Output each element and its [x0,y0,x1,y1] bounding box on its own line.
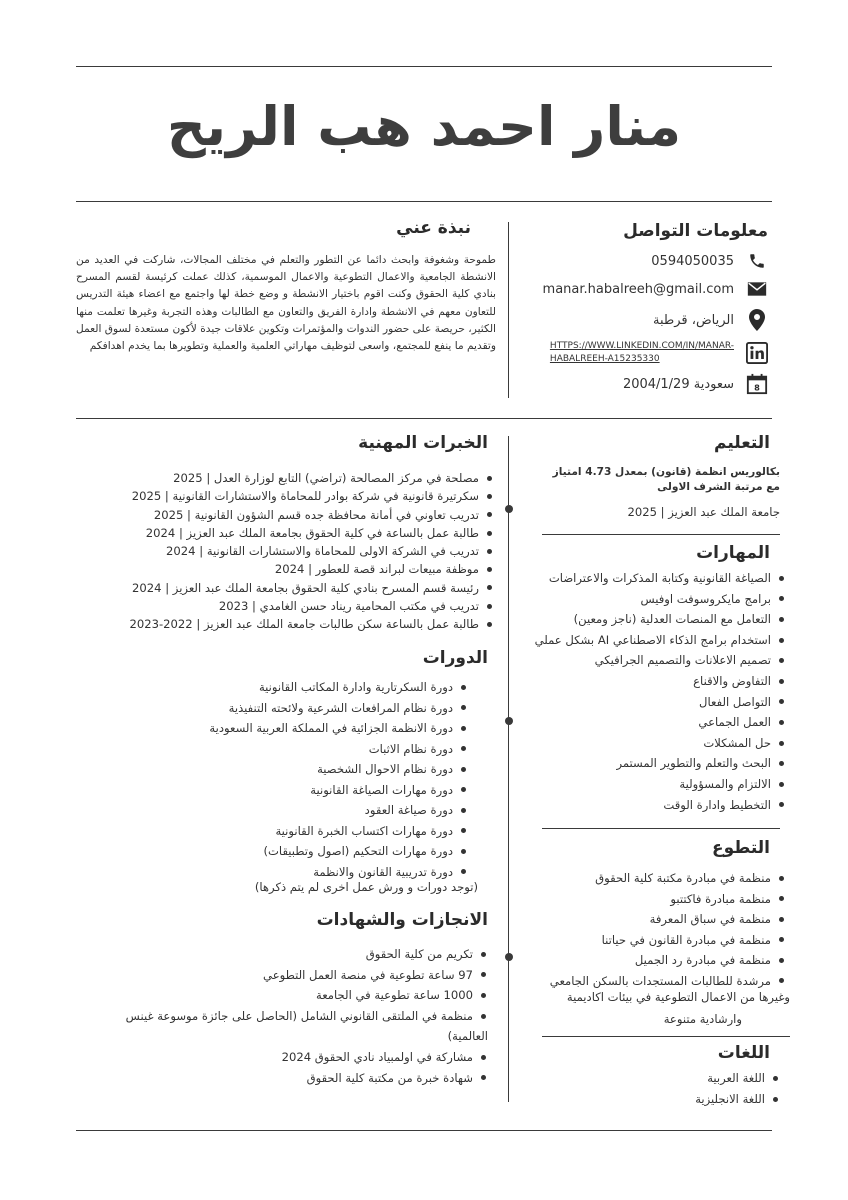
about-text: طموحة وشغوفة وابحث دائما عن التطور والتعلم في مختلف المجالات، شاركت في العديد من الانشطة الجامعية والاعمال التطوعية والاعمال الموسمية، كذلك عملت كرئيسة لقسم المسرح بنادي كلية الحقوق وكنت اقوم باختيار الانشطة و وضع خطة لها واجتمع مع اعضاء هيئة التدريس للتعاون معهم في الانشطة وادارة الفريق والتعاون مع الطالبات وهذه التجربة وغيرها تعلمت منها الكثير، حريصة على حضور الندوات والمؤتمرات وتكوين علاقات جيدة لأكون مستعدة لسوق العمل وتقديم ما ينفع للمجتمع، واسعى لتوظيف مهاراتي العلمية والعملية وتطويرها بما يخدم اهدافكم [76,254,496,353]
location-pin-icon [746,309,768,331]
list-item: منظمة في الملتقى القانوني الشامل (الحاصل على جائزة موسوعة غينس [126,1006,488,1027]
contact-title [623,221,768,241]
list-item: دورة مهارات التحكيم (اصول وتطبيقات) [209,841,468,862]
divider-dot [505,505,513,513]
list-item: برامج مايكروسوفت اوفيس [535,589,786,610]
languages-title-text: اللغات [717,1043,770,1063]
courses-title-text: الدورات [422,648,488,668]
achievements-title [317,910,488,930]
experience-title-text: الخبرات المهنية [358,433,488,453]
list-item: دورة نظام الاثبات [209,739,468,760]
education-title [714,433,770,453]
experience-list [129,469,494,634]
list-item: موظفة مبيعات لبراند قصة للعطور | 2024 [129,560,494,578]
university-text: جامعة الملك عبد العزيز | 2025 [627,505,780,519]
email-row [543,278,768,300]
list-item: التفاوض والاقناع [535,671,786,692]
contact-divider [508,222,509,398]
location-text: الرياض، قرطبة [653,312,734,328]
list-item: دورة نظام المرافعات الشرعية ولائحته التنفيذية [209,698,468,719]
volunteer-note-2: وارشادية متنوعة [663,1012,742,1026]
list-item: البحث والتعلم والتطوير المستمر [535,753,786,774]
education-title-text: التعليم [714,433,770,453]
list-item: دورة السكرتارية وادارة المكاتب القانونية [209,677,468,698]
skills-title [696,543,770,563]
birth-row [623,373,768,395]
volunteer-rule [542,1036,790,1037]
contact-title-text: معلومات التواصل [623,221,768,241]
skills-title-text: المهارات [696,543,770,563]
list-item: تدريب تعاوني في أمانة محافظة جده قسم الشؤون القانونية | 2025 [129,506,494,524]
volunteer-note-1: وغيرها من الاعمال التطوعية في بيئات اكاديمية [566,990,790,1004]
svg-text:8: 8 [754,382,760,393]
skills-rule [542,828,780,829]
mail-icon [746,278,768,300]
list-item: دورة مهارات اكتساب الخبرة القانونية [209,821,468,842]
list-item: مرشدة للطالبات المستجدات بالسكن الجامعي [550,971,786,992]
list-item: مشاركة في اولمبياد نادي الحقوق 2024 [126,1047,488,1068]
email-text[interactable]: manar.habalreeh@gmail.com [542,281,734,297]
list-item: منظمة في مبادرة القانون في حياتنا [550,930,786,951]
list-item: طالبة عمل بالساعة سكن طالبات جامعة الملك عبد العزيز | 2022-2023 [129,615,494,633]
birth-text: سعودية 2004/1/29 [622,376,734,392]
list-item-continuation: العالمية) [447,1029,488,1044]
languages-title [718,1043,770,1063]
list-item: منظمة في سباق المعرفة [550,909,786,930]
divider-dot [505,717,513,725]
location-row [653,309,768,331]
candidate-name: منار احمد هب الريح [166,95,682,158]
phone-icon [746,250,768,272]
name-bottom-rule [76,201,772,202]
linkedin-link[interactable] [550,340,734,366]
degree-line-2: مع مرتبة الشرف الاولى [657,481,780,493]
list-item: دورة الانظمة الجزائية في المملكة العربية السعودية [209,718,468,739]
list-item: طالبة عمل بالساعة في كلية الحقوق بجامعة الملك عبد العزيز | 2024 [129,524,494,542]
top-rule [76,66,772,67]
about-title-text: نبذة عني [396,218,471,238]
list-item: التواصل الفعال [535,692,786,713]
volunteer-list [550,868,786,991]
volunteer-title [712,838,770,858]
list-item: استخدام برامج الذكاء الاصطناعي AI بشكل عملي [535,630,786,651]
list-item: اللغة العربية [695,1068,780,1089]
languages-list [695,1068,780,1110]
list-item: الصياغة القانونية وكتابة المذكرات والاعتراضات [535,568,786,589]
contact-bottom-rule [76,418,772,419]
achievements-list [126,944,488,1088]
list-item: التخطيط وادارة الوقت [535,795,786,816]
list-item: دورة مهارات الصياغة القانونية [209,780,468,801]
list-item: دورة تدريبية القانون والانظمة [209,862,468,883]
calendar-icon [746,373,768,395]
list-item: منظمة في مبادرة رد الجميل [550,950,786,971]
list-item: منظمة في مبادرة مكتبة كلية الحقوق [550,868,786,889]
courses-list [209,677,468,882]
list-item: تدريب في مكتب المحامية ريناد حسن الغامدي | 2023 [129,597,494,615]
main-divider [508,436,509,1102]
courses-title [423,648,488,668]
list-item: حل المشكلات [535,733,786,754]
list-item: مصلحة في مركز المصالحة (تراضي) التابع لوزارة العدل | 2025 [129,469,494,487]
list-item: سكرتيرة قانونية في شركة بوادر للمحاماة والاستشارات القانونية | 2025 [129,487,494,505]
list-item: الالتزام والمسؤولية [535,774,786,795]
list-item: التعامل مع المنصات العدلية (ناجز ومعين) [535,609,786,630]
degree-line-1: بكالوريس انظمة (قانون) بمعدل 4.73 امتياز [552,466,780,478]
linkedin-line-1[interactable]: HTTPS://WWW.LINKEDIN.COM/IN/MANAR- [549,341,734,351]
divider-dot [505,953,513,961]
list-item: منظمة مبادرة فاكتتبو [550,889,786,910]
list-item: دورة نظام الاحوال الشخصية [209,759,468,780]
achievements-title-text: الانجازات والشهادات [316,910,488,930]
footer-rule [76,1130,772,1131]
linkedin-icon [746,342,768,364]
phone-row [651,250,768,272]
list-item: تكريم من كلية الحقوق [126,944,488,965]
linkedin-row [550,340,768,366]
list-item: 97 ساعة تطوعية في منصة العمل التطوعي [126,965,488,986]
list-item: رئيسة قسم المسرح بنادي كلية الحقوق بجامعة الملك عبد العزيز | 2024 [129,579,494,597]
list-item: العمل الجماعي [535,712,786,733]
list-item: تدريب في الشركة الاولى للمحاماة والاستشارات القانونية | 2024 [129,542,494,560]
linkedin-line-2[interactable]: HABALREEH-A15235330 [549,354,660,364]
list-item: تصميم الاعلانات والتصميم الجرافيكي [535,650,786,671]
list-item: دورة صياغة العقود [209,800,468,821]
skills-list [535,568,786,815]
list-item: شهادة خبرة من مكتبة كلية الحقوق [126,1068,488,1089]
list-item: اللغة الانجليزية [695,1089,780,1110]
phone-text[interactable]: 0594050035 [651,253,734,269]
courses-note: (توجد دورات و ورش عمل اخرى لم يتم ذكرها) [254,880,478,894]
about-title [396,218,471,238]
education-rule [542,534,780,535]
experience-title [358,433,488,453]
volunteer-title-text: التطوع [712,838,770,858]
list-item: 1000 ساعة تطوعية في الجامعة [126,985,488,1006]
